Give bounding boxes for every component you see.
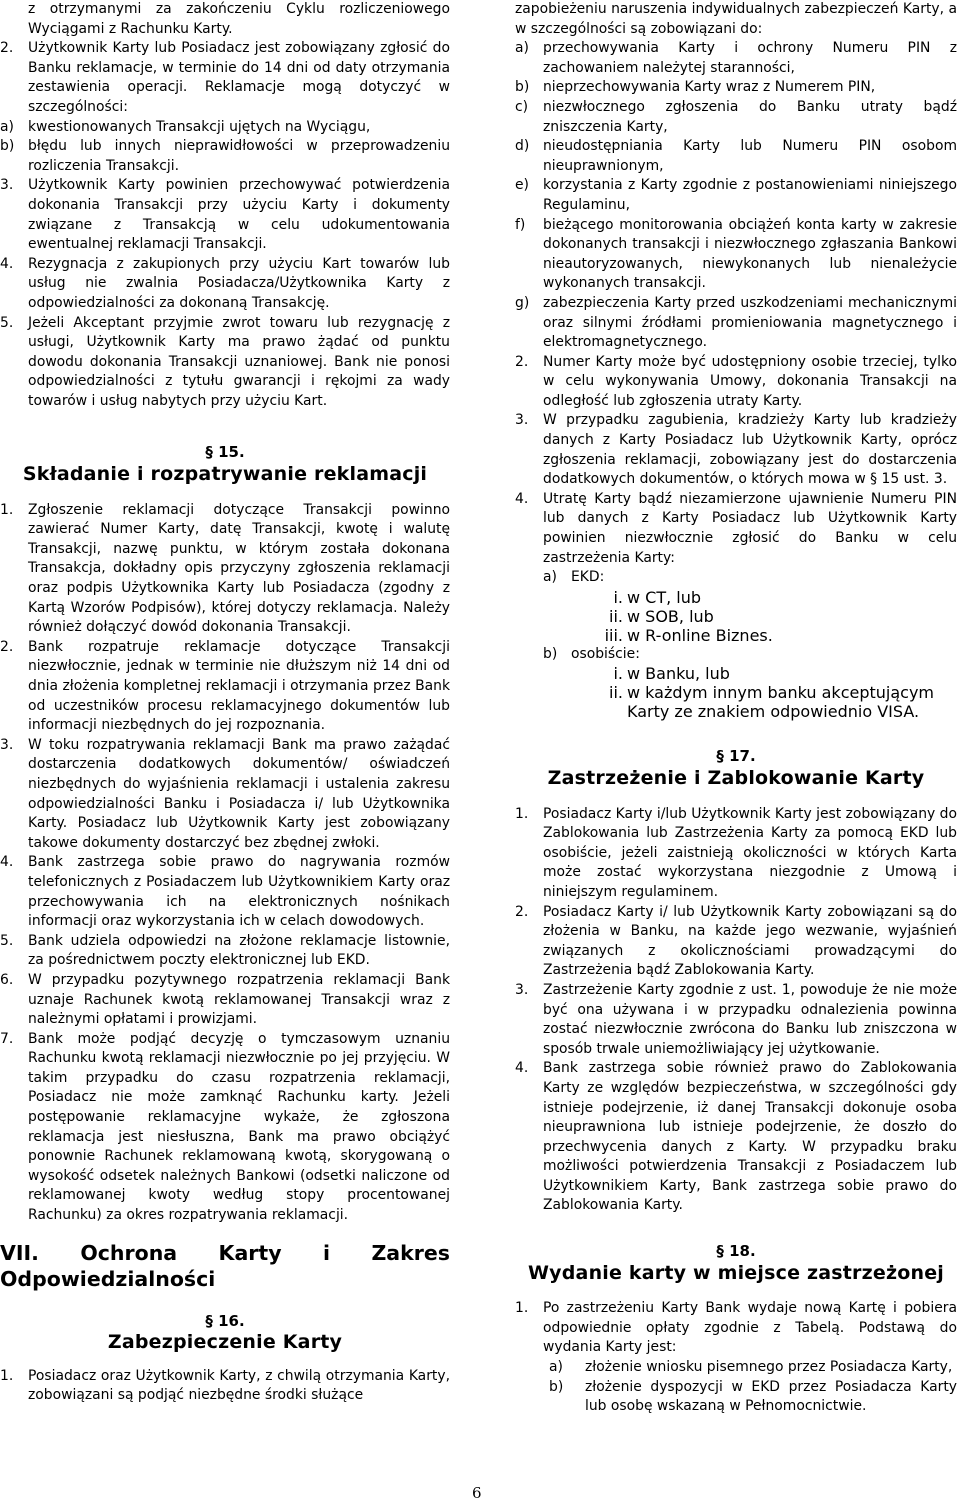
item-number: iii. [604, 625, 623, 645]
list-item [515, 626, 957, 645]
item-text: Bank rozpatruje reklamacje dotyczące Transakcji niezwłocznie, jednak w terminie nie dłuższym niż 14 dni od dnia złożenia kompletnej reklamacji i otrzymania przez Bank od uczestników procesu reklamacyjnego dokumentów lub informacji niezbędnych do jej rozpoznania. [28, 638, 450, 734]
section-number: § 16. [205, 1311, 245, 1330]
section-title: Zabezpieczenie Karty [107, 1331, 343, 1354]
section-title: Składanie i rozpatrywanie reklamacji [22, 463, 428, 486]
list-item [515, 568, 957, 588]
item-text: Rezygnacja z zakupionych przy użyciu Kart towarów lub usług nie zwalnia Posiadacza/Użytkownika Karty z odpowiedzialności za dokonaną Transakcję. [28, 255, 450, 311]
section-number: § 18. [716, 1242, 756, 1261]
item-text: EKD: [571, 569, 605, 586]
list-item [515, 294, 957, 353]
item-number: i. [613, 587, 623, 607]
item-number: 5. [0, 314, 14, 331]
list-item [0, 971, 450, 1030]
item-text: Posiadacz oraz Użytkownik Karty, z chwilą otrzymania Karty, zobowiązani są podjąć niezbędne środki służące [28, 1367, 450, 1404]
list-item [515, 1358, 957, 1378]
list-item [515, 1378, 957, 1417]
list-item [0, 638, 450, 736]
list-item [0, 118, 450, 138]
list-item [515, 664, 957, 683]
item-number: 3. [515, 981, 529, 998]
list-item [515, 78, 957, 98]
item-text: złożenie wniosku pisemnego przez Posiadacza Karty, [585, 1359, 953, 1376]
section-number: § 17. [716, 747, 756, 766]
item-text: niezwłocznego zgłoszenia do Banku utraty bądź zniszczenia Karty, [543, 98, 957, 135]
item-text: W toku rozpatrywania reklamacji Bank ma prawo zażądać dostarczenia dodatkowych dokumentów/ oświadczeń niezbędnych do wyjaśnienia reklamacji i ustalenia zakresu odpowiedzialności Banku i Posiadacza i/ lub Użytkownika Karty. Posiadacz lub Użytkownik Karty jest zobowiązany takowe dokumenty dostarczyć bez zbędnej zwłoki. [28, 736, 450, 851]
item-number: d) [515, 138, 530, 155]
item-number: 4. [0, 255, 14, 272]
list-item [515, 805, 957, 903]
item-number: 2. [0, 638, 14, 655]
item-number: a) [543, 569, 557, 586]
item-number: 3. [0, 177, 14, 194]
item-number: i. [613, 664, 623, 684]
item-text: Zgłoszenie reklamacji dotyczące Transakcji powinno zawierać Numer Karty, datę Transakcji, kwotę i walutę Transakcji, nazwę punktu, w którym została dokonana Transakcja, dokładny opis przyczyny zgłoszenia reklamacji oraz podpis Użytkownika Karty lub Posiadacza (zgodny z Kartą Wzorów Podpisów), której dotyczy reklamacja. Należy również dołączyć dowód dokonania Transakcji. [28, 501, 450, 636]
item-text: Bank zastrzega sobie również prawo do Zablokowania Karty ze względów bezpieczeństwa, w szczególności gdy istnieje podejrzenie, iż danej Transakcji dokonuje osoba nieuprawniona lub istnieje podejrzenie, że doszło do przechwycenia danych z Karty. W przypadku braku możliwości potwierdzenia Transakcji z Posiadaczem lub Użytkownikiem Karty, Bank zastrzega sobie prawo do Zablokowania Karty. [543, 1060, 957, 1214]
item-number: 5. [0, 932, 14, 949]
list-item [515, 216, 957, 294]
item-number: b) [543, 645, 558, 662]
left-column [0, 0, 450, 1406]
paragraph: zapobieżeniu naruszenia indywidualnych zabezpieczeń Karty, a w szczególności są zobowiązani do: [515, 1, 957, 37]
page-number: 6 [472, 1484, 482, 1502]
item-text: Numer Karty może być udostępniony osobie trzeciej, tylko w celu wykonywania Umowy, dokonania Transakcji na odległość lub zgłoszenia utraty Karty. [543, 353, 957, 409]
list-item [0, 255, 450, 314]
item-text: nieudostępniania Karty lub Numeru PIN osobom nieuprawnionym, [543, 138, 957, 174]
item-number: a) [0, 118, 14, 135]
item-number: 2. [0, 40, 14, 57]
list-item [0, 1030, 450, 1226]
list-item [515, 98, 957, 137]
item-number: 1. [515, 805, 529, 822]
item-text: w CT, lub [627, 587, 702, 607]
list-item [515, 39, 957, 78]
item-text: bieżącego monitorowania obciążeń konta karty w zakresie dokonanych transakcji i niezwłocznego zgłaszania Bankowi nieautoryzowanych, niewykonanych lub nienależycie wykonanych transakcji. [543, 216, 957, 292]
item-text: kwestionowanych Transakcji ujętych na Wyciągu, [28, 118, 371, 135]
item-text: w R-online Biznes. [627, 625, 773, 645]
list-item [515, 981, 957, 1059]
item-number: 2. [515, 903, 529, 920]
item-number: 1. [0, 501, 14, 518]
list-item [515, 411, 957, 489]
item-text: Zastrzeżenie Karty zgodnie z ust. 1, powoduje że nie może być ona używana i w przypadku odnalezienia powinna zostać niezwłocznie zwrócona do Banku lub zniszczona w sposób trwale uniemożliwiający jej użytkowanie. [543, 981, 957, 1057]
list-item [0, 736, 450, 854]
list-item [515, 490, 957, 568]
item-text: Jeżeli Akceptant przyjmie zwrot towaru lub rezygnację z usługi, Użytkownik Karty ma prawo żądać od punktu dowodu dokonania Transakcji uznaniowej. Bank nie ponosi odpowiedzialności z tytułu gwarancji i rękojmi za wady towarów i usług nabytych przy użyciu Kart. [28, 314, 450, 409]
item-text: Posiadacz Karty i/lub Użytkownik Karty jest zobowiązany do Zablokowania lub Zastrzeżenia Karty za pomocą EKD lub osobiście, jeżeli zaistnieją okoliczności w których Karta może zostać wykorzystana niezgodnie z Umową i niniejszym regulaminem. [543, 805, 957, 900]
item-text: błędu lub innych nieprawidłowości w przeprowadzeniu rozliczenia Transakcji. [28, 138, 450, 174]
item-number: 3. [515, 412, 529, 429]
item-text: W przypadku pozytywnego rozpatrzenia reklamacji Bank uznaje Rachunek kwotą reklamowanej Transakcji wraz z należnymi opłatami i prowizjami. [28, 971, 450, 1028]
right-column [515, 0, 957, 1417]
item-number: 2. [515, 353, 529, 370]
item-number: 3. [0, 736, 14, 753]
item-number: b) [515, 79, 530, 96]
list-item [515, 1059, 957, 1216]
item-text: Użytkownik Karty lub Posiadacz jest zobowiązany zgłosić do Banku reklamacje, w terminie do 14 dni od daty otrzymania zestawienia operacji. Reklamacje mogą dotyczyć w szczególności: [28, 40, 450, 115]
chapter-title: VII. Ochrona Karty i Zakres Odpowiedzialności [0, 1240, 450, 1291]
list-item [515, 607, 957, 626]
item-text: korzystania z Karty zgodnie z postanowieniami niniejszego Regulaminu, [543, 177, 957, 213]
item-text: w SOB, lub [627, 606, 714, 626]
item-text: Utratę Karty bądź niezamierzone ujawnienie Numeru PIN lub danych z Karty Posiadacz lub Użytkownik Karty powinien niezwłocznie zgłosić do Banku w celu zastrzeżenia Karty: [543, 490, 957, 566]
item-number: ii. [609, 606, 623, 626]
item-text: Bank udziela odpowiedzi na złożone reklamacje listownie, za pośrednictwem poczty elektronicznej lub EKD. [28, 932, 450, 969]
item-text: nieprzechowywania Karty wraz z Numerem PIN, [543, 79, 876, 96]
section-title: Zastrzeżenie i Zablokowanie Karty [547, 767, 925, 789]
section-number: § 15. [205, 443, 245, 462]
item-text: zabezpieczenia Karty przed uszkodzeniami mechanicznymi oraz silnymi źródłami promieniowania magnetycznego i elektromagnetycznego. [543, 294, 957, 351]
item-text: w Banku, lub [627, 664, 730, 684]
list-item [515, 137, 957, 176]
item-number: a) [515, 40, 529, 57]
list-item [515, 1299, 957, 1358]
list-item [0, 501, 450, 638]
item-text: osobiście: [571, 645, 640, 662]
item-number: 1. [0, 1367, 14, 1384]
item-number: g) [515, 294, 530, 311]
item-number: 7. [0, 1030, 14, 1047]
item-text: Po zastrzeżeniu Karty Bank wydaje nową Kartę i pobiera odpowiednie opłaty zgodnie z Tabelą. Podstawą do wydania Karty jest: [543, 1300, 957, 1356]
item-number: e) [515, 177, 529, 194]
item-number: 4. [0, 854, 14, 871]
list-item [0, 137, 450, 176]
item-number: 4. [515, 490, 529, 507]
item-text: w każdym innym banku akceptującym Karty ze znakiem odpowiednio VISA. [627, 683, 935, 722]
item-number: 1. [515, 1300, 529, 1317]
item-number: f) [515, 216, 526, 233]
list-item [515, 588, 957, 607]
section-title: Wydanie karty w miejsce zastrzeżonej [528, 1261, 944, 1284]
list-item [515, 683, 957, 721]
item-number: a) [549, 1359, 563, 1376]
item-text: Bank zastrzega sobie prawo do nagrywania rozmów telefonicznych z Posiadaczem lub Użytkownikiem Karty oraz przechowywania ich na elektronicznych nośnikach informacji oraz wykorzystania ich w celach dowodowych. [28, 854, 450, 930]
list-item [515, 353, 957, 412]
list-item [0, 932, 450, 971]
item-text: W przypadku zagubienia, kradzieży Karty lub kradzieży danych z Karty Posiadacz lub Użytkownik Karty, oprócz zgłoszenia reklamacji, zobowiązany jest do dostarczenia dodatkowych dokumentów, o których mowa w § 15 ust. 3. [543, 412, 957, 488]
item-text: Posiadacz Karty i/ lub Użytkownik Karty zobowiązani są do złożenia w Banku, na każde jego wezwanie, wyjaśnień związanych z okolicznościami prowadzącymi do Zastrzeżenia bądź Zablokowania Karty. [543, 903, 957, 979]
list-item [0, 176, 450, 254]
item-number: 4. [515, 1060, 529, 1077]
item-text: Bank może podjąć decyzję o tymczasowym uznaniu Rachunku kwotą reklamacji niezwłocznie po jej przyjęciu. W takim przypadku do czasu rozpatrzenia reklamacji, Posiadacz nie może zamknąć Rachunku karty. Jeżeli postępowanie reklamacyjne wykaże, że zgłoszona reklamacja jest niesłuszna, Bank ma prawo obciążyć ponownie Rachunek reklamowaną kwotą, skorygowaną o wysokość odsetek należnych Bankowi (odsetki naliczone od reklamowanej kwoty według stopy procentowanej Rachunku) za okres rozpatrywania reklamacji. [28, 1030, 450, 1224]
paragraph [0, 0, 450, 39]
item-text: przechowywania Karty i ochrony Numeru PIN z zachowaniem należytej staranności, [543, 40, 957, 76]
list-item [0, 853, 450, 931]
item-number: c) [515, 98, 529, 115]
list-item [515, 645, 957, 665]
item-number: 6. [0, 971, 14, 988]
list-item [0, 39, 450, 117]
item-number: b) [549, 1378, 564, 1395]
list-item [515, 176, 957, 215]
list-item [0, 314, 450, 412]
item-number: b) [0, 138, 15, 155]
list-item [515, 903, 957, 981]
paragraph-text: z otrzymanymi za zakończeniu Cyklu rozliczeniowego Wyciągami z Rachunku Karty. [28, 1, 450, 37]
item-text: Użytkownik Karty powinien przechowywać potwierdzenia dokonania Transakcji przy użyciu Karty i dokumenty związane z Transakcją w celu udokumentowania ewentualnej reklamacji Transakcji. [28, 177, 450, 253]
list-item [0, 1367, 450, 1406]
item-text: złożenie dyspozycji w EKD przez Posiadacza Karty lub osobę wskazaną w Pełnomocnictwie. [585, 1378, 957, 1415]
item-number: ii. [609, 683, 623, 703]
